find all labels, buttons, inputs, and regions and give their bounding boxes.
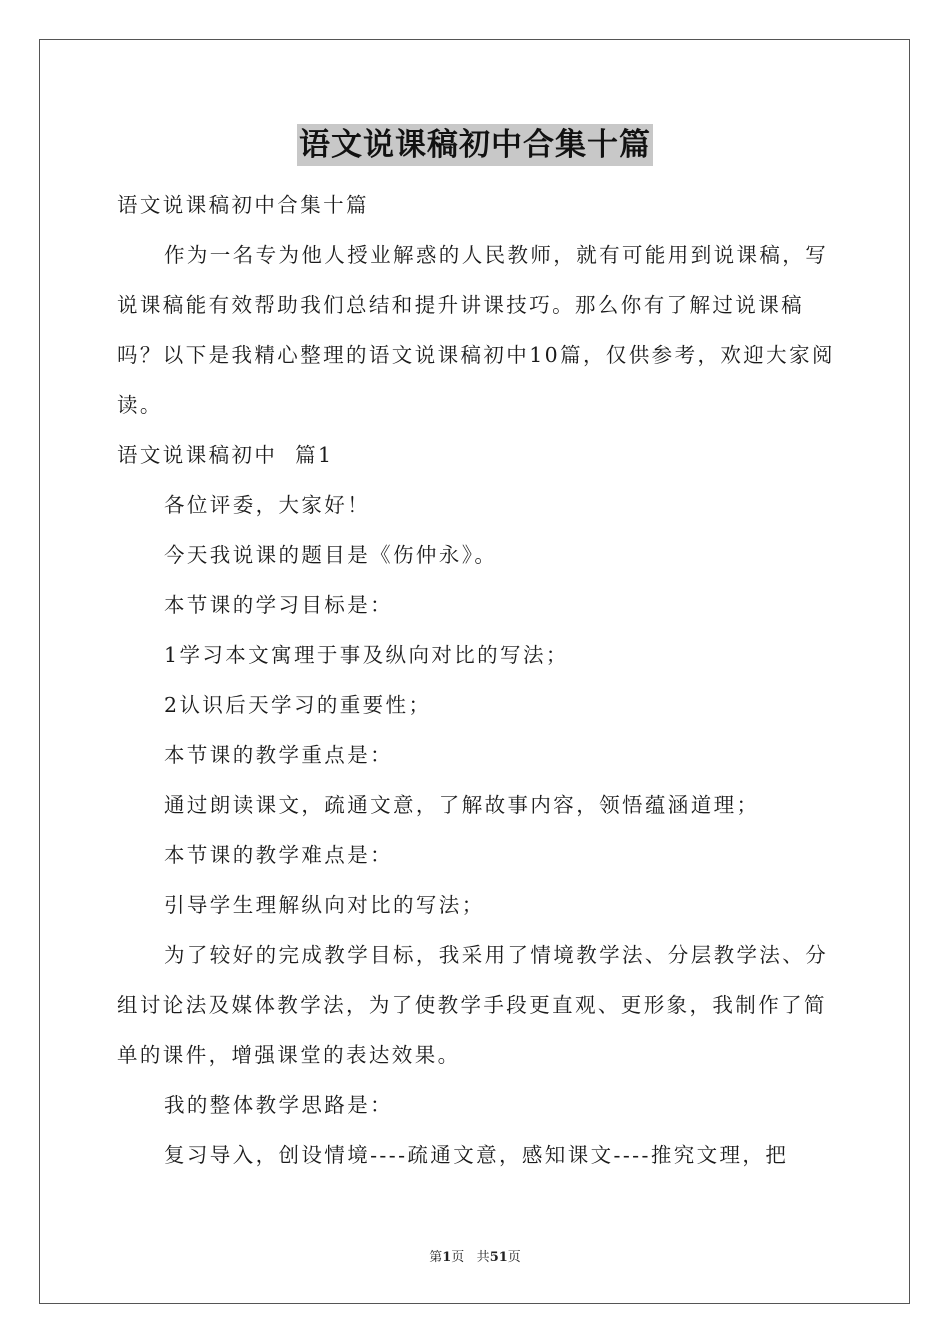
paragraph: 引导学生理解纵向对比的写法； [164, 893, 485, 917]
footer-total-pages: 51 [489, 1250, 508, 1265]
paragraph: 通过朗读课文，疏通文意，了解故事内容，领悟蕴涵道理； [164, 793, 760, 817]
paragraph: 2认识后天学习的重要性； [164, 693, 432, 717]
footer-total-prefix: 共 [476, 1250, 490, 1265]
paragraph: 复习导入，创设情境----疏通文意，感知课文----推究文理，把 [164, 1143, 789, 1167]
paragraph: 本节课的教学难点是： [164, 843, 393, 867]
page-footer [0, 1246, 950, 1265]
paragraph: 为了较好的完成教学目标，我采用了情境教学法、分层教学法、分组讨论法及媒体教学法，为了使教学手段更直观、更形象，我制作了简单的课件，增强课堂的表达效果。 [117, 943, 829, 1067]
paragraph: 本节课的教学重点是： [164, 743, 393, 767]
paragraph: 语文说课稿初中合集十篇 [117, 193, 369, 217]
paragraph: 我的整体教学思路是： [164, 1093, 393, 1117]
title-container [0, 124, 950, 166]
document-title: 语文说课稿初中合集十篇 [297, 124, 653, 166]
footer-page-word: 页 [451, 1250, 465, 1265]
footer-prefix: 第 [429, 1250, 443, 1265]
paragraph: 语文说课稿初中 篇1 [117, 443, 334, 467]
paragraph: 本节课的学习目标是： [164, 593, 393, 617]
paragraph: 今天我说课的题目是《伤仲永》。 [164, 543, 498, 567]
paragraph: 作为一名专为他人授业解惑的人民教师，就有可能用到说课稿，写说课稿能有效帮助我们总结和提升讲课技巧。那么你有了解过说课稿吗？以下是我精心整理的语文说课稿初中10篇，仅供参考，欢迎大家阅读。 [117, 243, 835, 417]
paragraph: 1学习本文寓理于事及纵向对比的写法； [164, 643, 569, 667]
footer-current-page: 1 [442, 1250, 452, 1265]
document-body [117, 180, 837, 1180]
paragraph: 各位评委，大家好！ [164, 493, 371, 517]
footer-total-suffix: 页 [507, 1250, 521, 1265]
